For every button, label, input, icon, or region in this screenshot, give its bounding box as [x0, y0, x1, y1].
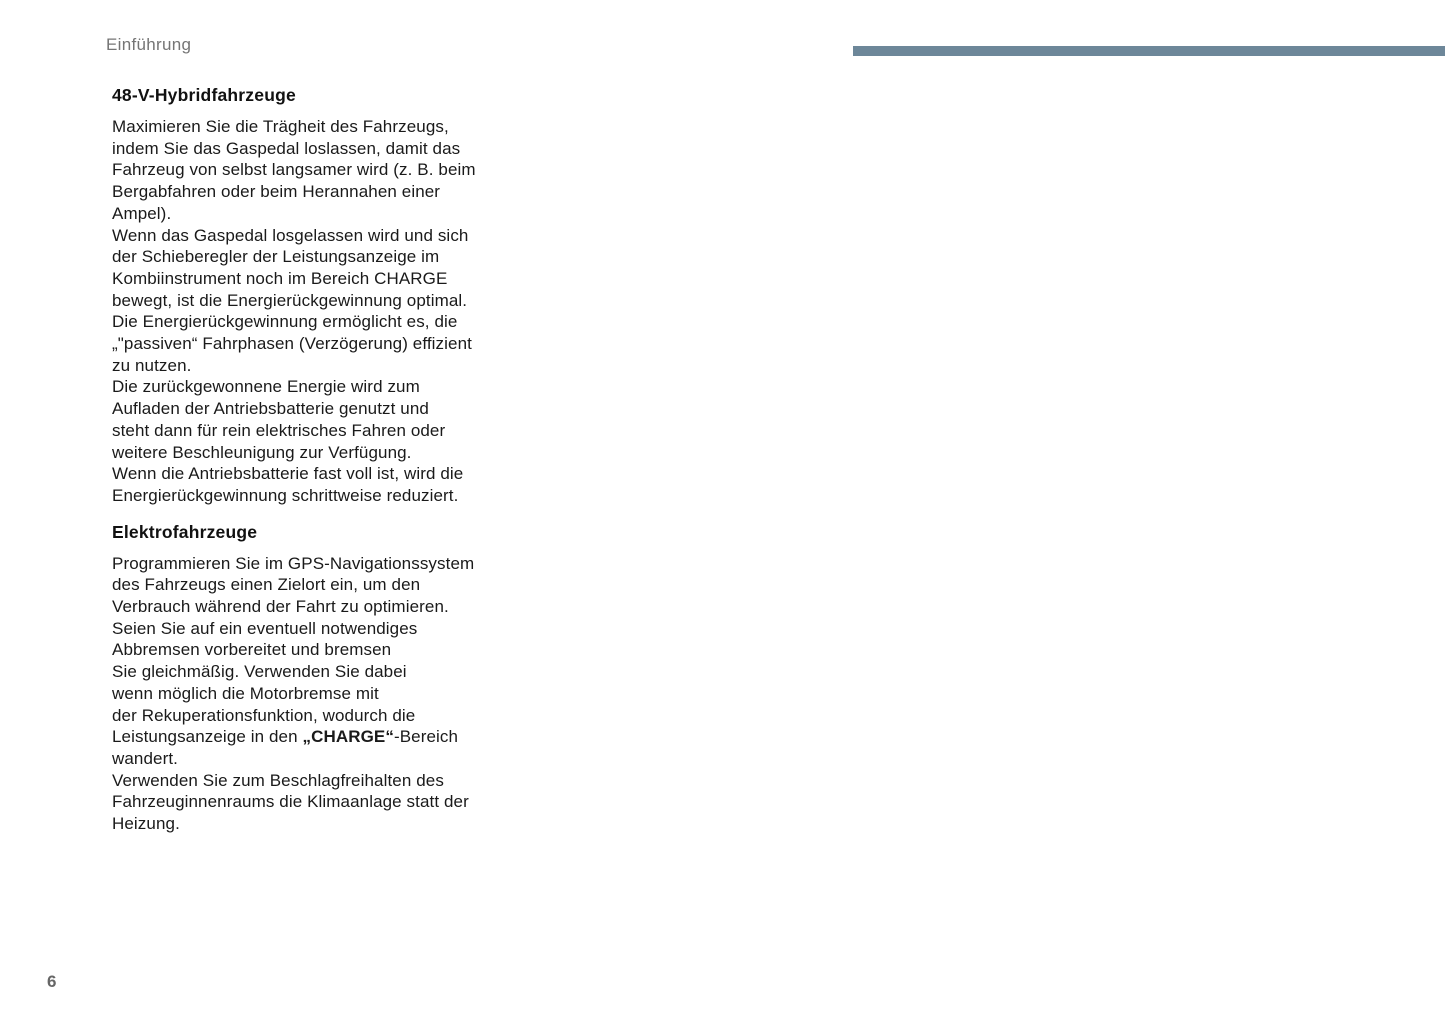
text-line: Kombiinstrument noch im Bereich CHARGE — [112, 268, 448, 288]
text-line: Energierückgewinnung schrittweise reduziert. — [112, 485, 459, 505]
text-line: Verbrauch während der Fahrt zu optimieren. — [112, 597, 449, 617]
text-line: wenn möglich die Motorbremse mit — [112, 683, 379, 703]
text-line: Heizung. — [112, 814, 180, 834]
text-line: Programmieren Sie im GPS-Navigationssystem — [112, 553, 475, 573]
text-line: Abbremsen vorbereitet und bremsen — [112, 640, 392, 660]
text-line: wandert. — [112, 748, 179, 768]
accent-bar — [853, 46, 1445, 56]
text-line: der Rekuperationsfunktion, wodurch die — [112, 705, 416, 725]
text-line: Sie gleichmäßig. Verwenden Sie dabei — [112, 662, 407, 682]
text-line: der Schieberegler der Leistungsanzeige im — [112, 247, 440, 267]
section-heading-hybrid: 48-V-Hybridfahrzeuge — [112, 85, 296, 105]
page-content — [112, 84, 522, 835]
text-line: zu nutzen. — [112, 355, 192, 375]
text-line: Aufladen der Antriebsbatterie genutzt und — [112, 399, 429, 419]
text-line: Wenn die Antriebsbatterie fast voll ist, wird die — [112, 464, 464, 484]
electric-paragraph-part1 — [112, 553, 522, 727]
text-line: „"passiven“ Fahrphasen (Verzögerung) effizient — [112, 334, 472, 354]
text-line: des Fahrzeugs einen Zielort ein, um den — [112, 575, 421, 595]
charge-line-bold: „CHARGE“ — [302, 727, 394, 747]
text-line: Maximieren Sie die Trägheit des Fahrzeugs, — [112, 117, 449, 136]
text-line: Fahrzeuginnenraums die Klimaanlage statt der — [112, 792, 469, 812]
text-line: Fahrzeug von selbst langsamer wird (z. B. beim — [112, 160, 476, 180]
charge-line-pre: Leistungsanzeige in den — [112, 727, 303, 747]
text-line: Bergabfahren oder beim Herannahen einer — [112, 182, 441, 202]
text-line: Die Energierückgewinnung ermöglicht es, die — [112, 312, 458, 332]
section-heading-electric: Elektrofahrzeuge — [112, 521, 258, 542]
text-line: Wenn das Gaspedal losgelassen wird und sich — [112, 225, 469, 245]
text-line: steht dann für rein elektrisches Fahren oder — [112, 420, 446, 440]
text-line: weitere Beschleunigung zur Verfügung. — [112, 442, 412, 462]
text-line: bewegt, ist die Energierückgewinnung optimal. — [112, 290, 468, 310]
running-header: Einführung — [106, 35, 192, 54]
charge-line — [112, 726, 522, 748]
text-line: Verwenden Sie zum Beschlagfreihalten des — [112, 770, 444, 790]
page-number: 6 — [47, 972, 57, 991]
charge-line-post: -Bereich — [393, 727, 459, 747]
text-line: indem Sie das Gaspedal loslassen, damit das — [112, 138, 461, 158]
electric-paragraph-part2 — [112, 748, 522, 835]
text-line: Seien Sie auf ein eventuell notwendiges — [112, 618, 418, 638]
hybrid-paragraph — [112, 116, 522, 507]
text-line: Die zurückgewonnene Energie wird zum — [112, 377, 420, 397]
text-line: Ampel). — [112, 203, 172, 223]
